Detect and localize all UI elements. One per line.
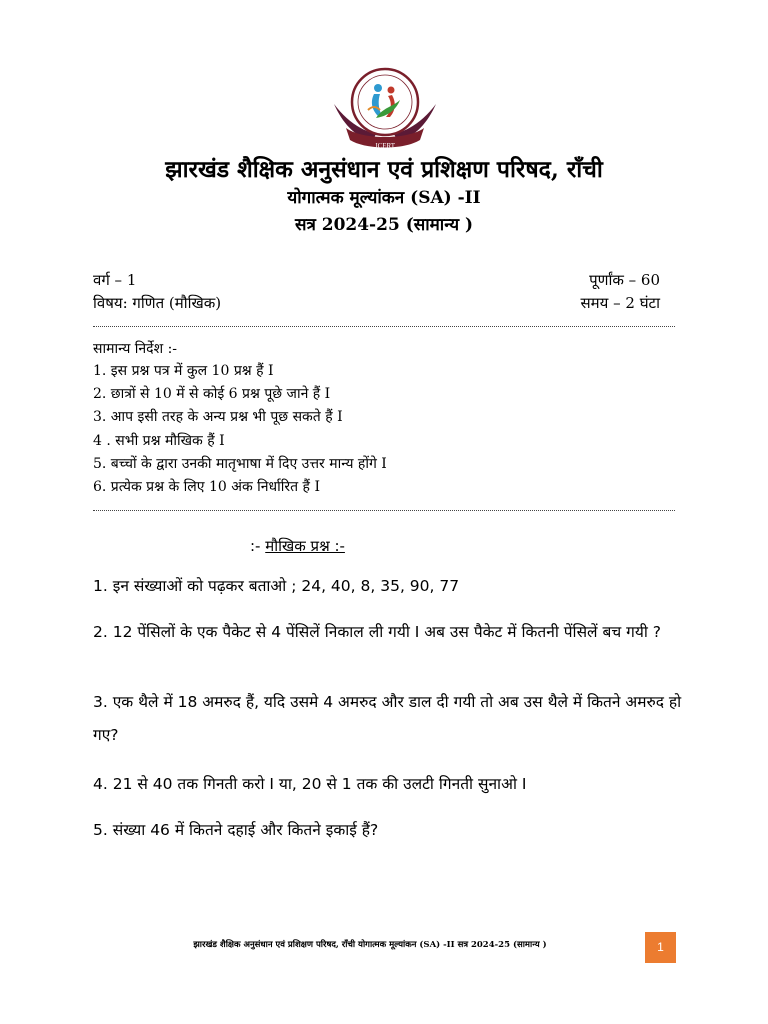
question-item: 3. एक थैले में 18 अमरुद हैं, यदि उसमे 4 अमरुद और डाल दी गयी तो अब उस थैले में कितने अमरुद हो गए? <box>93 693 682 744</box>
subject-label: विषय: गणित (मौखिक) <box>93 294 222 312</box>
page-number: 1 <box>645 932 676 963</box>
page-title: झारखंड शैक्षिक अनुसंधान एवं प्रशिक्षण परिषद, राँची <box>165 156 603 183</box>
general-instructions <box>93 338 693 499</box>
section-heading-prefix: :- <box>250 537 266 555</box>
dotted-divider-top <box>93 326 675 327</box>
assessment-subtitle: योगात्मक मूल्यांकन (SA) -II <box>287 188 481 208</box>
section-heading-text: मौखिक प्रश्न :- <box>265 537 345 555</box>
full-marks: पूर्णांक – 60 <box>589 271 660 289</box>
logo-text: JCERT <box>374 142 396 150</box>
instructions-list <box>93 360 693 499</box>
page-footer: झारखंड शैक्षिक अनुसंधान एवं प्रशिक्षण परिषद, राँची योगात्मक मूल्यांकन (SA) -II सत्र 2024-25 (सामान्य ) <box>193 940 547 950</box>
question-item: 5. संख्या 46 में कितने दहाई और कितने इकाई हैं? <box>93 821 379 839</box>
session-subtitle: सत्र 2024-25 (सामान्य ) <box>294 215 474 235</box>
instruction-item: 1. इस प्रश्न पत्र में कुल 10 प्रश्न हैं I <box>93 363 274 379</box>
section-heading <box>250 536 345 556</box>
instruction-item: 6. प्रत्येक प्रश्न के लिए 10 अंक निर्धारित हैं I <box>93 478 320 495</box>
time-label: समय – 2 घंटा <box>580 294 660 312</box>
question-item: 4. 21 से 40 तक गिनती करो I या, 20 से 1 तक की उलटी गिनती सुनाओ I <box>93 775 527 793</box>
dotted-divider-bottom <box>93 510 675 511</box>
logo-ring <box>352 69 418 135</box>
instruction-item: 2. छात्रों से 10 में से कोई 6 प्रश्न पूछे जाने हैं I <box>93 386 331 403</box>
jcert-logo <box>332 62 438 158</box>
question-item: 2. 12 पेंसिलों के एक पैकेट से 4 पेंसिलें निकाल ली गयी I अब उस पैकेट में कितनी पेंसिलें बच गयी ? <box>93 623 661 641</box>
class-label: वर्ग – 1 <box>93 271 137 289</box>
instruction-item: 3. आप इसी तरह के अन्य प्रश्न भी पूछ सकते हैं I <box>93 409 343 426</box>
question-item: 1. इन संख्याओं को पढ़कर बताओ ; 24, 40, 8, 35, 90, 77 <box>93 577 460 595</box>
instruction-item: 5. बच्चों के द्वारा उनकी मातृभाषा में दिए उत्तर मान्य होंगे I <box>93 455 387 472</box>
instruction-item: 4 . सभी प्रश्न मौखिक हैं I <box>93 432 225 449</box>
instructions-title: सामान्य निर्देश :- <box>93 341 178 357</box>
